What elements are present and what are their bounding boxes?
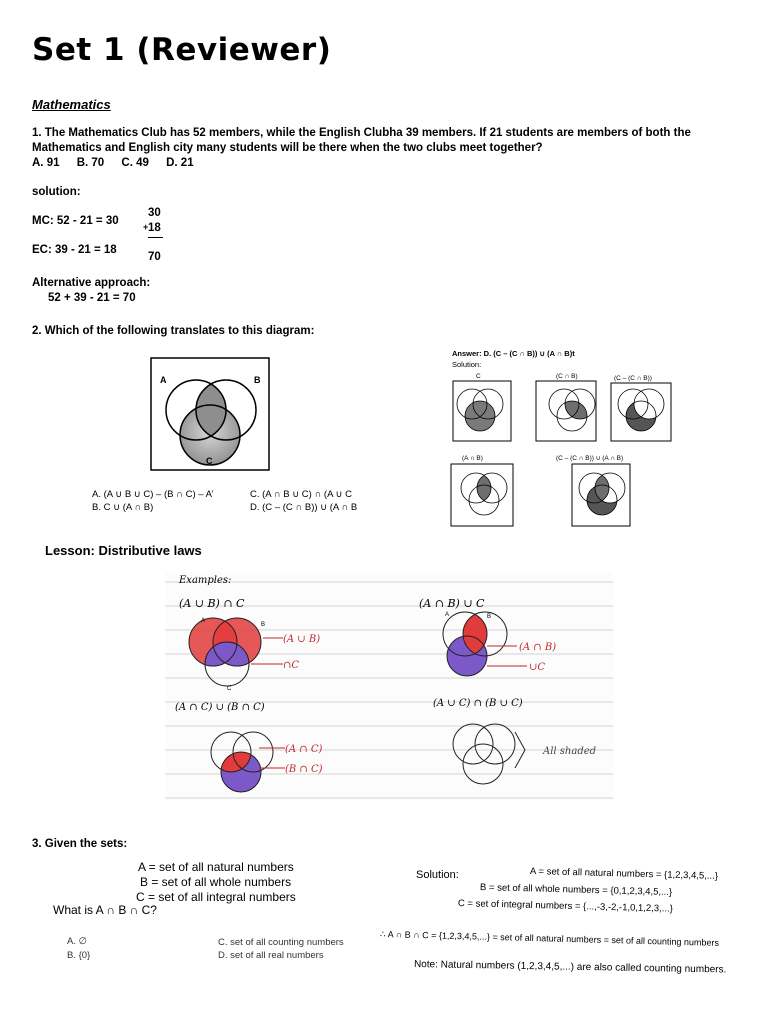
venn-label-c: C	[206, 456, 213, 466]
q3-option-d: D. set of all real numbers	[218, 950, 324, 961]
panel-title-3: (C – (C ∩ B))	[614, 375, 652, 382]
option-c: C. (A ∩ B ∪ C) ∩ (A ∪ C	[250, 489, 352, 500]
alt-approach-equation: 52 + 39 - 21 = 70	[48, 292, 136, 304]
example-2: (A ∩ B) ∪ C	[419, 597, 485, 610]
alt-approach-label: Alternative approach:	[32, 277, 151, 289]
q3-option-b: B. {0}	[67, 950, 91, 961]
examples-label: Examples:	[179, 575, 232, 586]
note-union-c: ∪C	[529, 662, 546, 673]
option-b: B. C ∪ (A ∩ B)	[92, 502, 154, 513]
sum-total: 70	[148, 251, 161, 263]
sum-top: 30	[148, 207, 161, 219]
q2-solution-panels	[448, 368, 678, 533]
lesson-label-b-2: B	[487, 614, 492, 620]
question-3-text: 3. Given the sets:	[32, 838, 128, 850]
note-b-intersect-c: (B ∩ C)	[285, 764, 323, 775]
set-a-def: A = set of all natural numbers	[138, 860, 294, 874]
note-a-union-b: (A ∪ B)	[283, 634, 321, 645]
question-1	[32, 126, 732, 171]
page-title: Set 1 (Reviewer)	[32, 32, 332, 68]
q2-solution-label: Solution:	[452, 360, 482, 369]
question-2-text: 2. Which of the following translates to this diagram:	[32, 325, 315, 337]
option-a: A. (A ∪ B ∪ C) – (B ∩ C) – A’	[92, 489, 214, 500]
example-1: (A ∪ B) ∩ C	[179, 597, 245, 610]
lesson-label-a-1: A	[201, 618, 206, 624]
q3-solution-c: C = set of integral numbers = {...,-3,-2,-1,0,1,2,3,...}	[457, 898, 673, 915]
choice-d: D. 21	[166, 157, 194, 169]
solution-label: solution:	[32, 186, 81, 198]
set-c-def: C = set of all integral numbers	[136, 890, 296, 904]
q2-answer: Answer: D. (C – (C ∩ B)) ∪ (A ∩ B)t	[452, 349, 575, 358]
note-intersect-c: ∩C	[283, 660, 300, 671]
note-a-intersect-b: (A ∩ B)	[519, 642, 557, 653]
q3-note: Note: Natural numbers (1,2,3,4,5,...) are also called counting numbers.	[413, 959, 727, 976]
panel-title-1: C	[476, 373, 481, 380]
question-3-question: What is A ∩ B ∩ C?	[53, 903, 157, 917]
question-1-text: 1. The Mathematics Club has 52 members, while the English Clubha 39 members. If 21 students are members of both the Mathematics and English city many students will be there when the two clubs meet together?	[32, 127, 691, 154]
lesson-label-c-1: C	[227, 686, 232, 692]
q3-therefore: ∴ A ∩ B ∩ C = {1,2,3,4,5,...} = set of all natural numbers = set of all counting numbers	[379, 929, 720, 948]
choice-b: B. 70	[76, 157, 105, 169]
sum-sign: +	[143, 222, 149, 232]
q3-solution-label: Solution:	[416, 869, 459, 881]
set-b-def: B = set of all whole numbers	[140, 875, 292, 889]
sum-mid: 18	[148, 221, 163, 238]
example-4: (A ∪ C) ∩ (B ∪ C)	[433, 698, 523, 709]
lesson-label-b-1: B	[261, 622, 266, 628]
venn-label-a: A	[160, 375, 167, 385]
option-d: D. (C – (C ∩ B)) ∪ (A ∩ B	[250, 502, 358, 513]
note-all-shaded: All shaded	[543, 746, 597, 757]
subject-heading: Mathematics	[32, 97, 111, 112]
note-a-intersect-c: (A ∩ C)	[285, 744, 323, 755]
panel-title-4: (A ∩ B)	[462, 455, 483, 462]
example-3: (A ∩ C) ∪ (B ∩ C)	[175, 702, 265, 713]
distributive-laws-notes	[165, 572, 613, 800]
q3-option-a: A. ∅	[67, 936, 87, 947]
lesson-label-a-2: A	[445, 612, 450, 618]
ec-equation: EC: 39 - 21 = 18	[32, 244, 117, 256]
q3-solution-a: A = set of all natural numbers = {1,2,3,4,5,...}	[529, 866, 719, 882]
question-2-venn-diagram	[148, 355, 274, 473]
q3-option-c: C. set of all counting numbers	[218, 937, 344, 948]
question-1-choices	[32, 156, 732, 171]
panel-title-5: (C – (C ∩ B)) ∪ (A ∩ B)	[556, 455, 624, 462]
lesson-title: Lesson: Distributive laws	[45, 543, 202, 558]
venn-label-b: B	[254, 375, 261, 385]
choice-a: A. 91	[32, 157, 60, 169]
q3-solution-b: B = set of all whole numbers = {0,1,2,3,4,5,...}	[479, 882, 673, 899]
mc-equation: MC: 52 - 21 = 30	[32, 215, 119, 227]
choice-c: C. 49	[121, 157, 149, 169]
panel-title-2: (C ∩ B)	[556, 373, 578, 380]
